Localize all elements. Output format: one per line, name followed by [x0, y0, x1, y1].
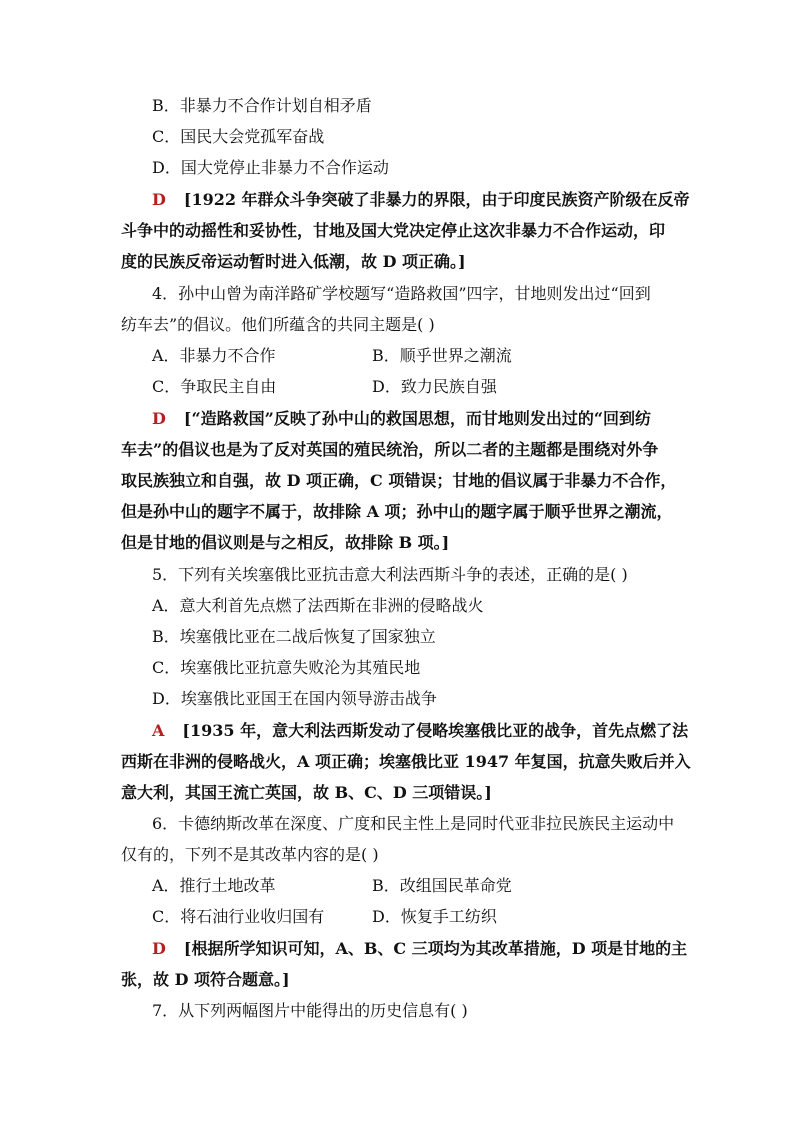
q5-option-c: C．埃塞俄比亚抗意失败沦为其殖民地: [152, 658, 421, 677]
q5-explanation-line-3: 意大利，其国王流亡英国，故 B、C、D 三项错误。]: [121, 783, 492, 802]
q5-explanation-line-2: 西斯在非洲的侵略战火，A 项正确；埃塞俄比亚 1947 年复国，抗意失败后并入: [121, 752, 691, 771]
q6-answer: D: [152, 939, 166, 958]
q6-option-c: C．将石油行业收归国有: [152, 907, 325, 926]
q5-option-b: B．埃塞俄比亚在二战后恢复了国家独立: [152, 627, 436, 646]
q6-explanation-line-2: 张，故 D 项符合题意。]: [121, 970, 290, 989]
q4-option-c: C．争取民主自由: [152, 377, 277, 396]
q5-answer: A: [152, 721, 165, 740]
q6-exp-text-1: [根据所学知识可知，A、B、C 三项均为其改革措施，D 项是甘地的主: [183, 939, 688, 958]
q4-option-a: A．非暴力不合作: [152, 346, 276, 365]
q4-exp-text-1: [“造路救国”反映了孙中山的救国思想，而甘地则发出过的“回到纺: [183, 409, 652, 428]
q6-explanation-line-1: [152, 937, 687, 961]
q6-stem-line-1: 6．卡德纳斯改革在深度、广度和民主性上是同时代亚非拉民族民主运动中: [152, 814, 675, 833]
q4-option-d: D．致力民族自强: [372, 377, 497, 396]
q3-answer: D: [152, 190, 166, 209]
q5-option-a: A．意大利首先点燃了法西斯在非洲的侵略战火: [152, 596, 484, 615]
q4-answer: D: [152, 409, 166, 428]
q3-option-d: D．国大党停止非暴力不合作运动: [152, 158, 389, 177]
q4-explanation-line-2: 车去”的倡议也是为了反对英国的殖民统治，所以二者的主题都是围绕对外争: [121, 440, 659, 459]
q6-stem-line-2: 仅有的，下列不是其改革内容的是( ): [121, 845, 379, 864]
q4-explanation-line-4: 但是孙中山的题字不属于，故排除 A 项；孙中山的题字属于顺乎世界之潮流，: [121, 502, 673, 521]
q6-option-b: B．改组国民革命党: [372, 876, 512, 895]
q3-option-b: B．非暴力不合作计划自相矛盾: [152, 96, 372, 115]
q4-stem-line-2: 纺车去”的倡议。他们所蕴含的共同主题是( ): [121, 315, 435, 334]
q6-option-a: A．推行土地改革: [152, 876, 276, 895]
q7-stem-line-1: 7．从下列两幅图片中能得出的历史信息有( ): [152, 1001, 468, 1020]
q5-stem-line-1: 5．下列有关埃塞俄比亚抗击意大利法西斯斗争的表述，正确的是( ): [152, 565, 628, 584]
q4-option-b: B．顺乎世界之潮流: [372, 346, 512, 365]
q3-explanation-line-1: [152, 188, 690, 212]
q3-explanation-line-3: 度的民族反帝运动暂时进入低潮，故 D 项正确。]: [121, 252, 466, 271]
q4-explanation-line-5: 但是甘地的倡议则是与之相反，故排除 B 项。]: [121, 533, 450, 552]
q3-explanation-line-2: 斗争中的动摇性和妥协性，甘地及国大党决定停止这次非暴力不合作运动，印: [121, 221, 666, 240]
q3-exp-text-1: [1922 年群众斗争突破了非暴力的界限，由于印度民族资产阶级在反帝: [183, 190, 690, 209]
q4-explanation-line-3: 取民族独立和自强，故 D 项正确，C 项错误；甘地的倡议属于非暴力不合作，: [121, 471, 677, 490]
q5-option-d: D．埃塞俄比亚国王在国内领导游击战争: [152, 689, 437, 708]
q6-option-d: D．恢复手工纺织: [372, 907, 497, 926]
q5-explanation-line-1: [152, 719, 688, 743]
q4-explanation-line-1: [152, 407, 651, 431]
q5-exp-text-1: [1935 年，意大利法西斯发动了侵略埃塞俄比亚的战争，首先点燃了法: [182, 721, 689, 740]
q4-stem-line-1: 4．孙中山曾为南洋路矿学校题写“造路救国”四字，甘地则发出过“回到: [152, 284, 651, 303]
q3-option-c: C．国民大会党孤军奋战: [152, 127, 325, 146]
